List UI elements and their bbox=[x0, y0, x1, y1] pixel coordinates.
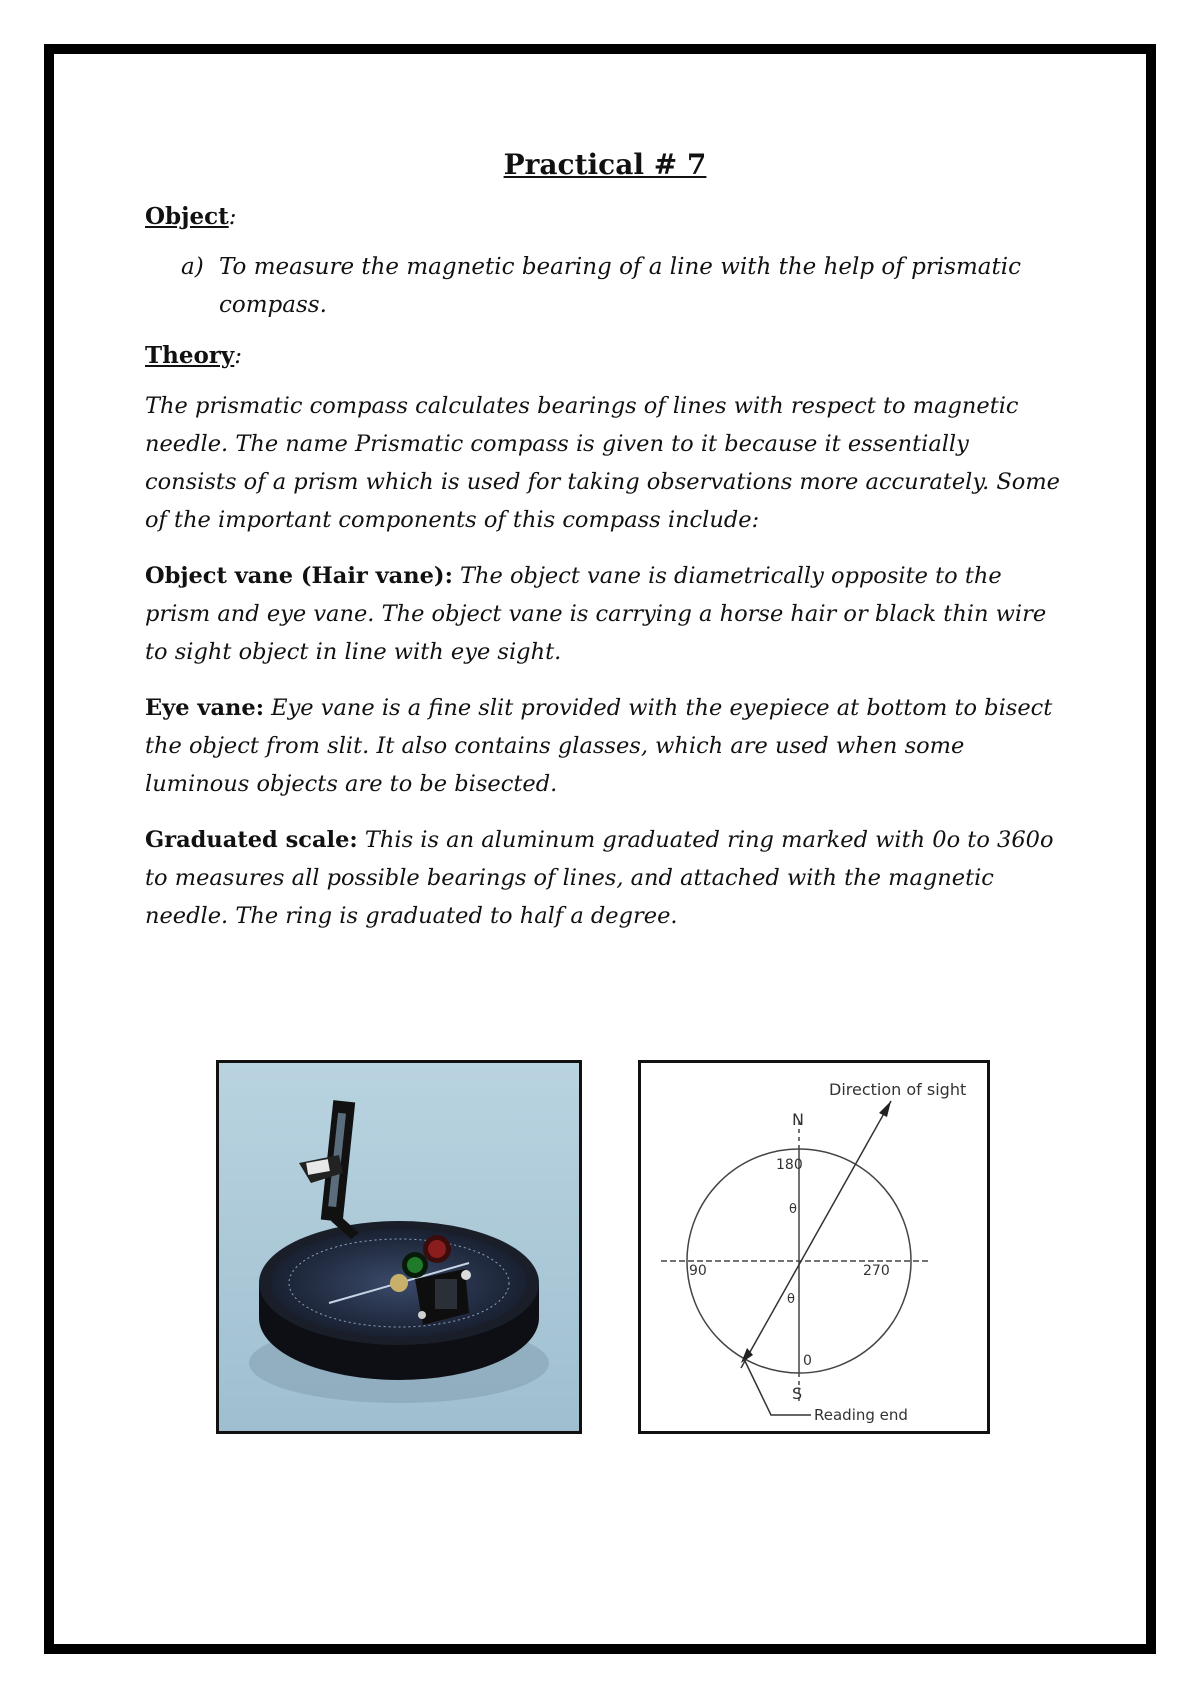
bearing-diagram-svg bbox=[641, 1063, 987, 1431]
theory-heading-colon: : bbox=[234, 343, 243, 369]
object-list-item bbox=[181, 248, 1065, 324]
object-heading-label: Object bbox=[145, 203, 229, 230]
compass-illustration bbox=[219, 1063, 579, 1431]
north-label: N bbox=[792, 1110, 804, 1129]
theta-lower-label: θ bbox=[787, 1292, 795, 1307]
object-item-text: To measure the magnetic bearing of a line with the help of prismatic compass. bbox=[219, 254, 1021, 318]
south-label: S bbox=[792, 1384, 803, 1403]
component-text: Eye vane is a fine slit provided with the eyepiece at bottom to bisect the object from slit. It also contains glasses, which are used when some luminous objects are to be bisected. bbox=[145, 695, 1053, 797]
component-term: Graduated scale: bbox=[145, 827, 358, 853]
direction-of-sight-label: Direction of sight bbox=[829, 1080, 967, 1099]
theory-heading-label: Theory bbox=[145, 342, 235, 369]
theory-intro: The prismatic compass calculates bearings of lines with respect to magnetic needle. The name Prismatic compass is given to it because it essentially consists of a prism which is used for taking observations more accurately. Some of the important components of this compass include: bbox=[145, 393, 1060, 533]
degree-0-label: 0 bbox=[803, 1353, 812, 1369]
reading-end-label: Reading end bbox=[814, 1406, 908, 1424]
degree-270-label: 270 bbox=[863, 1263, 890, 1279]
sight-arrowhead bbox=[879, 1101, 891, 1117]
document-body bbox=[145, 148, 1065, 953]
sight-line bbox=[741, 1101, 891, 1368]
bearing-diagram bbox=[638, 1060, 990, 1434]
compass-photo bbox=[216, 1060, 582, 1434]
component-eye-vane bbox=[145, 689, 1065, 803]
list-marker: a) bbox=[181, 254, 204, 280]
degree-180-label: 180 bbox=[776, 1157, 803, 1173]
object-heading-colon: : bbox=[228, 204, 237, 230]
theta-upper-label: θ bbox=[789, 1202, 797, 1217]
theory-heading bbox=[145, 342, 1065, 369]
component-term: Eye vane: bbox=[145, 695, 265, 721]
page-title: Practical # 7 bbox=[503, 148, 707, 181]
component-text: The object vane is diametrically opposite to the prism and eye vane. The object vane is carrying a horse hair or black thin wire to sight object in line with eye sight. bbox=[145, 563, 1047, 665]
component-text: This is an aluminum graduated ring marked with 0o to 360o to measures all possible bearings of lines, and attached with the magnetic needle. The ring is graduated to half a degree. bbox=[145, 827, 1054, 929]
component-object-vane bbox=[145, 557, 1065, 671]
component-term: Object vane (Hair vane): bbox=[145, 563, 453, 589]
component-graduated-scale bbox=[145, 821, 1065, 935]
object-heading bbox=[145, 203, 1065, 230]
degree-90-label: 90 bbox=[689, 1263, 707, 1279]
